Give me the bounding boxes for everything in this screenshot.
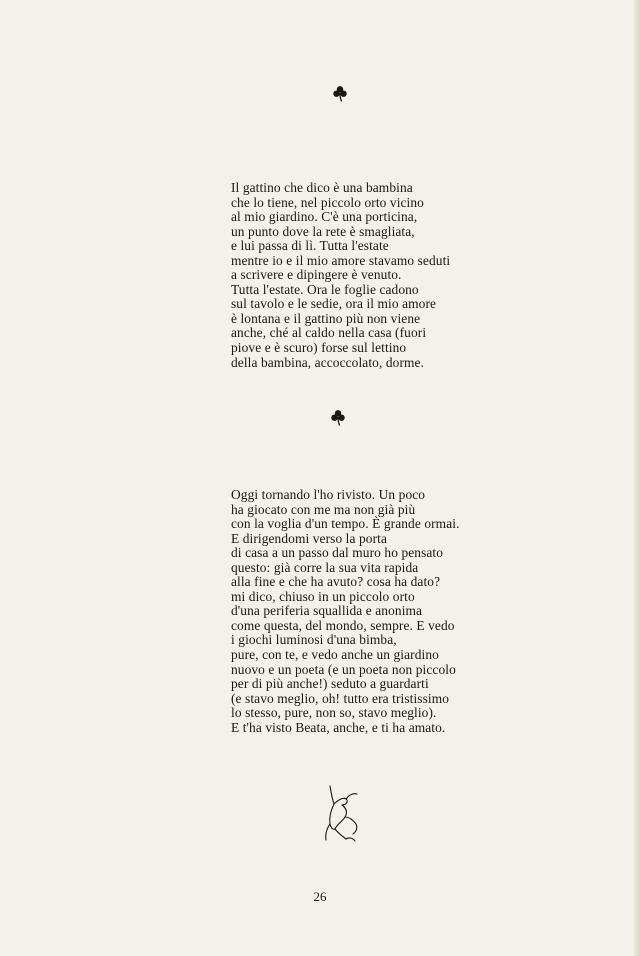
poem-line: pure, con te, e vedo anche un giardino <box>231 647 439 663</box>
poem-line: ha giocato con me ma non già più <box>231 501 416 517</box>
poem-line: (e stavo meglio, oh! tutto era tristissimo <box>231 690 450 706</box>
poem-1 <box>231 181 450 370</box>
page-edge <box>634 0 640 956</box>
poem-line: i giochi luminosi d'una bimba, <box>231 632 397 648</box>
dancing-figure-drawing <box>316 784 366 850</box>
page-number: 26 <box>313 889 327 904</box>
poem-line: nuovo e un poeta (e un poeta non piccolo <box>231 661 456 677</box>
poem-line: piove e è scuro) forse sul lettino <box>231 340 407 356</box>
poem-line: che lo tiene, nel piccolo orto vicino <box>231 194 424 210</box>
poem-line: al mio giardino. C'è una porticina, <box>231 209 418 225</box>
poem-line: anche, ché al caldo nella casa (fuori <box>231 325 427 341</box>
poem-line: della bambina, accoccolato, dorme. <box>231 354 425 370</box>
poem-line: per di più anche!) seduto a guardarti <box>231 676 429 692</box>
poem-line: di casa a un passo dal muro ho pensato <box>231 545 444 561</box>
poem-line: alla fine e che ha avuto? cosa ha dato? <box>231 574 441 590</box>
poem-line: Oggi tornando l'ho rivisto. Un poco <box>231 487 426 502</box>
poem-line: come questa, del mondo, sempre. E vedo <box>231 617 455 633</box>
poem-line: con la voglia d'un tempo. È grande ormai. <box>231 516 460 532</box>
club-icon <box>331 409 345 427</box>
poem-line: mi dico, chiuso in un piccolo orto <box>231 588 415 604</box>
poem-line: lo stesso, pure, non so, stavo meglio). <box>231 705 437 721</box>
poem-line: sul tavolo e le sedie, ora il mio amore <box>231 296 437 312</box>
poem-line: e lui passa di lì. Tutta l'estate <box>231 238 389 254</box>
poem-line: è lontana e il gattino più non viene <box>231 310 421 326</box>
poem-line: a scrivere e dipingere è venuto. <box>231 267 402 283</box>
club-icon <box>333 85 347 103</box>
poem-line: Tutta l'estate. Ora le foglie cadono <box>231 281 419 297</box>
poem-line: Il gattino che dico è una bambina <box>231 180 413 195</box>
poem-line: E dirigendomi verso la porta <box>231 530 388 546</box>
poem-line: mentre io e il mio amore stavamo seduti <box>231 252 451 268</box>
poem-line: questo: già corre la sua vita rapida <box>231 559 419 575</box>
poem-2 <box>231 488 460 735</box>
poem-line: d'una periferia squallida e anonima <box>231 603 423 619</box>
poem-line: E t'ha visto Beata, anche, e ti ha amato. <box>231 719 446 735</box>
poem-line: un punto dove la rete è smagliata, <box>231 223 415 239</box>
